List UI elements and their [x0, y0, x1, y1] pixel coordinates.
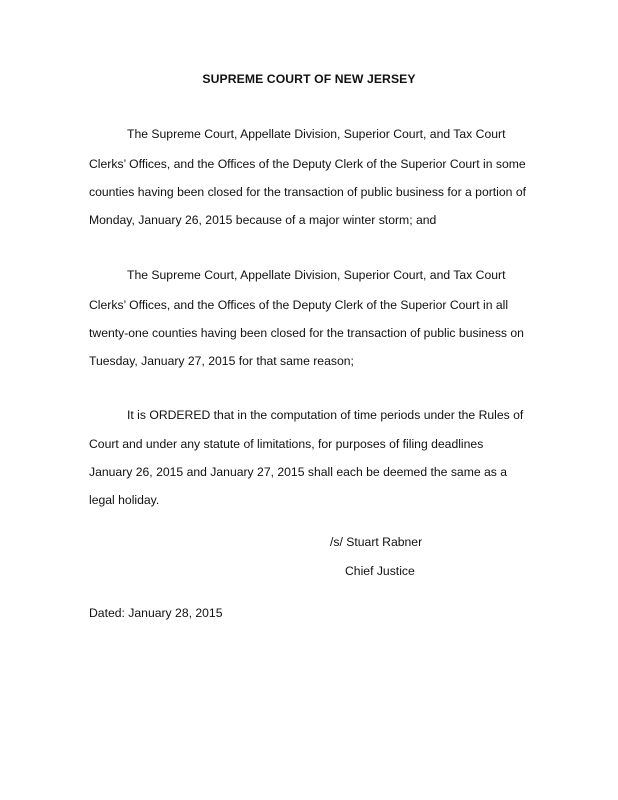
paragraph-1-line-2: Clerks’ Offices, and the Offices of the Deputy Clerk of the Superior Court in some — [89, 157, 526, 171]
document-title: SUPREME COURT OF NEW JERSEY — [202, 72, 416, 86]
paragraph-2-line-4: Tuesday, January 27, 2015 for that same reason; — [89, 354, 354, 368]
paragraph-1-line-3: counties having been closed for the transaction of public business for a portion of — [89, 185, 526, 199]
paragraph-1-line-1: The Supreme Court, Appellate Division, Superior Court, and Tax Court — [127, 127, 506, 141]
paragraph-1-line-4: Monday, January 26, 2015 because of a major winter storm; and — [89, 213, 437, 227]
paragraph-3-line-2: Court and under any statute of limitations, for purposes of filing deadlines — [89, 437, 484, 451]
dated-line: Dated: January 28, 2015 — [89, 606, 223, 620]
signature-name: /s/ Stuart Rabner — [330, 535, 423, 549]
paragraph-3-line-3: January 26, 2015 and January 27, 2015 shall each be deemed the same as a — [89, 465, 508, 479]
paragraph-3-line-4: legal holiday. — [89, 493, 160, 507]
paragraph-3-line-1: It is ORDERED that in the computation of time periods under the Rules of — [127, 408, 524, 422]
paragraph-2-line-3: twenty-one counties having been closed for the transaction of public business on — [89, 326, 524, 340]
paragraph-2-line-1: The Supreme Court, Appellate Division, Superior Court, and Tax Court — [127, 268, 506, 282]
signature-title: Chief Justice — [345, 564, 415, 578]
paragraph-2-line-2: Clerks’ Offices, and the Offices of the Deputy Clerk of the Superior Court in all — [89, 298, 509, 312]
